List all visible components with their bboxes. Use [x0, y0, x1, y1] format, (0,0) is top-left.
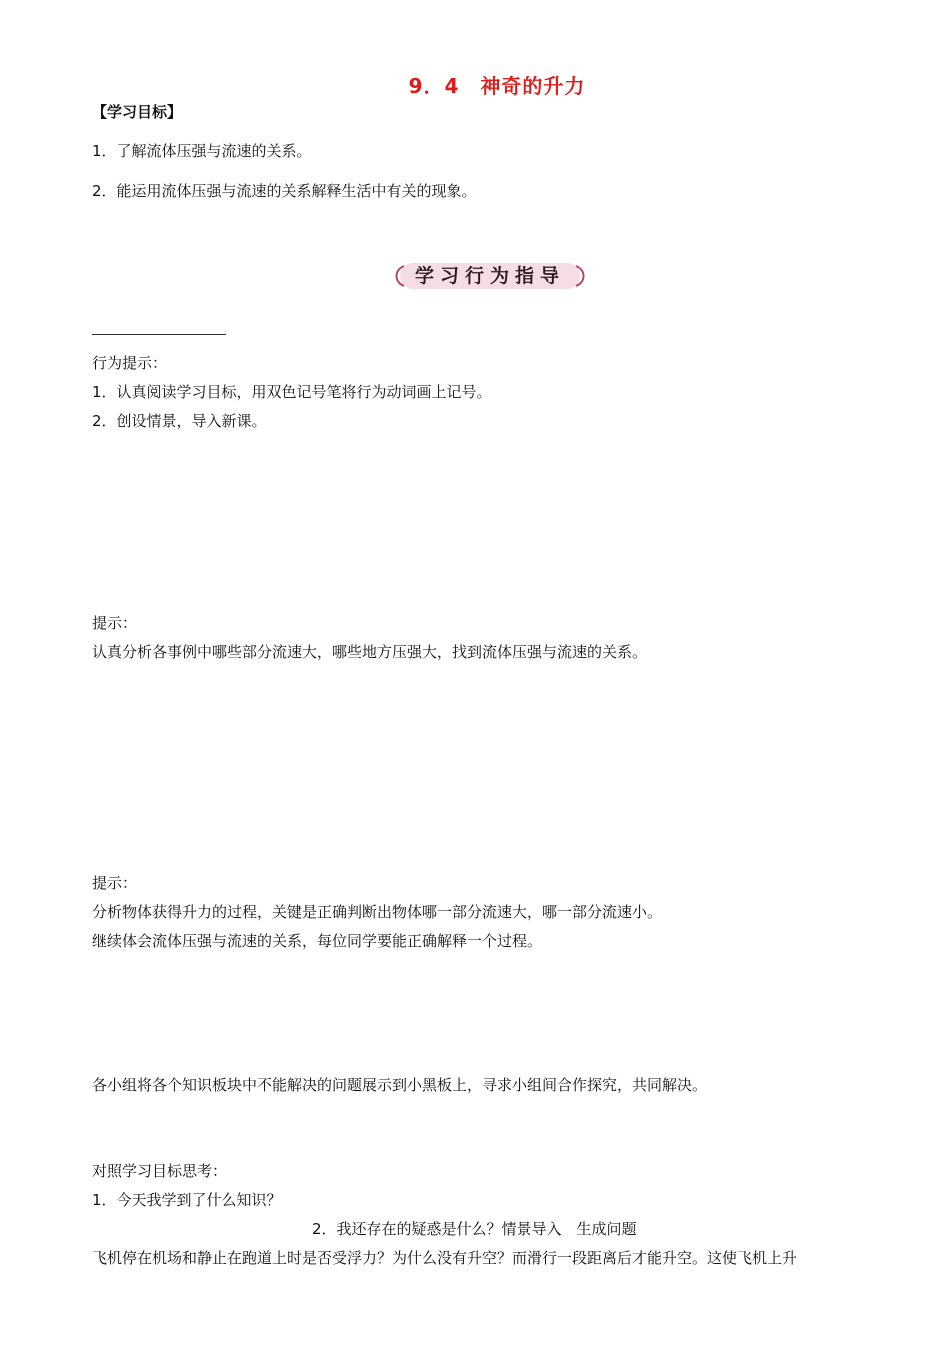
section-banner — [392, 260, 588, 292]
objectives-heading: 【学习目标】 — [92, 103, 183, 121]
scenario-text: 飞机停在机场和静止在跑道上时是否受浮力？为什么没有升空？而滑行一段距离后才能升空。这使飞机上升 — [92, 1249, 798, 1267]
page-title: 9．4 神奇的升力 — [408, 74, 586, 98]
reflection-label: 对照学习目标思考： — [92, 1162, 228, 1180]
hint-text: 认真分析各事例中哪些部分流速大，哪些地方压强大，找到流体压强与流速的关系。 — [92, 643, 648, 661]
divider-line — [92, 334, 226, 335]
hint-label: 行为提示： — [92, 354, 168, 372]
hint-item: 2．创设情景，导入新课。 — [92, 412, 267, 430]
objective-item: 1．了解流体压强与流速的关系。 — [92, 142, 312, 160]
objective-item: 2．能运用流体压强与流速的关系解释生活中有关的现象。 — [92, 182, 477, 200]
hint-text: 继续体会流体压强与流速的关系，每位同学要能正确解释一个过程。 — [92, 932, 543, 950]
hint-text: 分析物体获得升力的过程，关键是正确判断出物体哪一部分流速大，哪一部分流速小。 — [92, 903, 663, 921]
group-instruction: 各小组将各个知识板块中不能解决的问题展示到小黑板上，寻求小组间合作探究，共同解决。 — [92, 1076, 708, 1094]
hint-label: 提示： — [92, 614, 138, 632]
banner-title: 学习行为指导 — [414, 265, 565, 287]
reflection-item: 1．今天我学到了什么知识？ — [92, 1191, 282, 1209]
reflection-item: 2．我还存在的疑惑是什么？情景导入 生成问题 — [312, 1220, 637, 1238]
hint-label: 提示： — [92, 874, 138, 892]
hint-item: 1．认真阅读学习目标，用双色记号笔将行为动词画上记号。 — [92, 383, 492, 401]
